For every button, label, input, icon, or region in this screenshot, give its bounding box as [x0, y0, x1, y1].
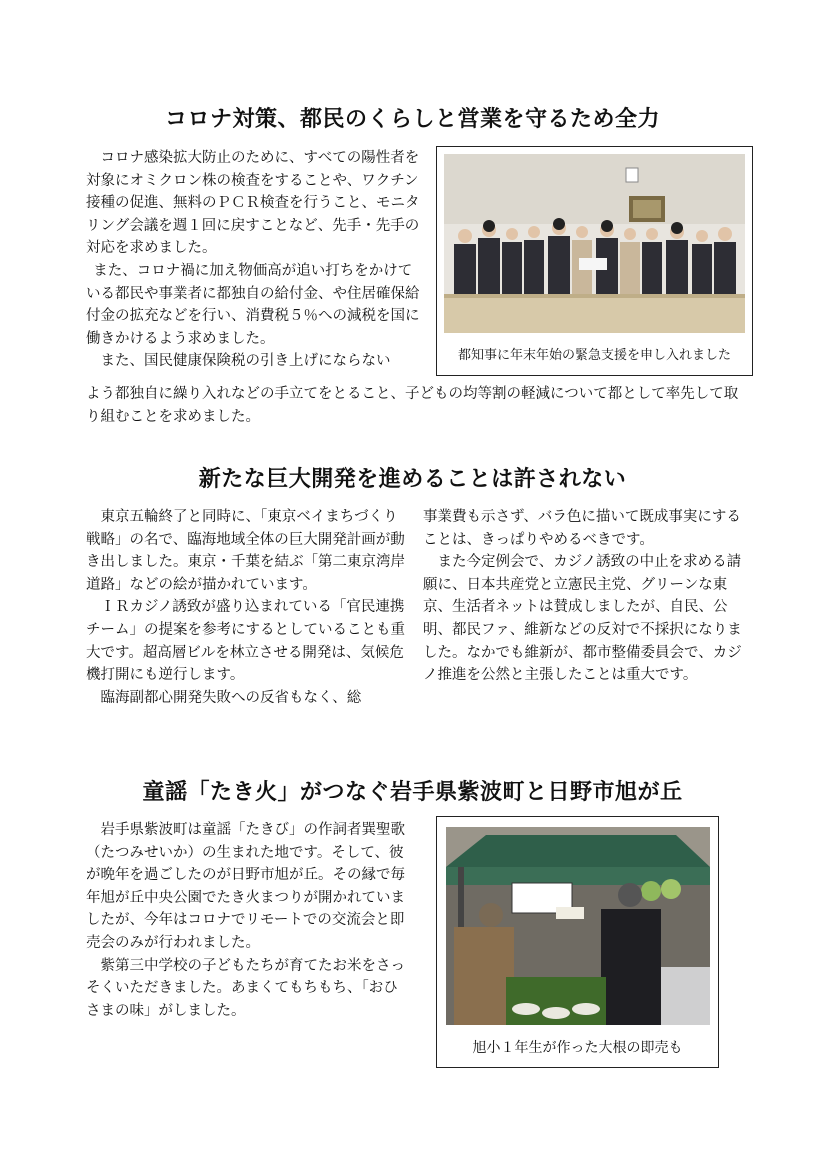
section2-right-column	[423, 506, 743, 687]
section3-heading: 童謡「たき火」がつなぐ岩手県紫波町と日野市旭が丘	[142, 780, 683, 805]
section1-body-lower	[86, 383, 741, 428]
section2-right-paragraph-1: 事業費も示さず、バラ色に描いて既成事実にすることは、きっぱりやめるべきです。	[423, 509, 741, 548]
section1-paragraph-3-start: また、国民健康保険税の引き上げにならない	[100, 353, 391, 370]
section1-paragraph-2: また、コロナ禍に加え物価高が追い打ちをかけている都民や事業者に都独自の給付金、や住居確保給付金の拡充などを行い、消費税５％への減税を国に働きかけるよう求めました。	[86, 262, 420, 347]
radish-sale-photo	[446, 827, 710, 1025]
section1-paragraph-1: コロナ感染拡大防止のために、すべての陽性者を対象にオミクロン株の検査をすることや、ワクチン接種の促進、無料のＰＣＲ検査を行うこと、モニタリング会議を週１回に戻すことなど、先手・先手の対応を求めました。	[86, 150, 420, 257]
section1-body-upper	[86, 147, 426, 373]
section2-left-column	[86, 506, 406, 709]
section3-paragraph-1: 岩手県紫波町は童謡「たきび」の作詞者巽聖歌（たつみせいか）の生まれた地です。そして、彼が晩年を過ごしたのが日野市旭が丘。その縁で毎年旭が丘中央公園でたき火まつりが開かれていましたが、今年はコロナでリモートでの交流会と即売会のみが行われました。	[86, 822, 405, 951]
section2-left-paragraph-1: 東京五輪終了と同時に、「東京ベイまちづくり戦略」の名で、臨海地域全体の巨大開発計画が動き出しました。東京・千葉を結ぶ「第二東京湾岸道路」などの絵が描かれています。	[86, 509, 405, 593]
section1-heading: コロナ対策、都民のくらしと営業を守るため全力	[164, 107, 660, 132]
governor-meeting-photo	[444, 154, 745, 333]
section3-photo-caption: 旭小１年生が作った大根の即売も	[472, 1040, 683, 1056]
section3-paragraph-2: 紫第三中学校の子どもたちが育てたお米をさっそくいただきました。あまくてもちもち、「おひさまの味」がしました。	[86, 957, 405, 1019]
section3-body	[86, 819, 406, 1022]
section1-photo-frame	[436, 146, 753, 376]
section1-photo-caption: 都知事に年末年始の緊急支援を申し入れました	[457, 348, 731, 363]
section2-left-paragraph-3: 臨海副都心開発失敗への反省もなく、総	[100, 689, 362, 706]
section2-heading: 新たな巨大開発を進めることは許されない	[198, 467, 627, 492]
section2-left-paragraph-2: ＩＲカジノ誘致が盛り込まれている「官民連携チーム」の提案を参考にするとしていることも重大です。超高層ビルを林立させる開発は、気候危機打開にも逆行します。	[86, 599, 405, 684]
section1-paragraph-3-end: よう都独自に繰り入れなどの手立てをとること、子どもの均等割の軽減について都として率先して取り組むことを求めました。	[86, 386, 739, 425]
section3-photo-frame	[436, 816, 719, 1068]
section2-right-paragraph-2: また今定例会で、カジノ誘致の中止を求める請願に、日本共産党と立憲民主党、グリーンな東京、生活者ネットは賛成しましたが、自民、公明、都民ファ、維新などの反対で不採択になりました。なかでも維新が、都市整備委員会で、カジノ推進を公然と主張したことは重大です。	[423, 554, 742, 684]
